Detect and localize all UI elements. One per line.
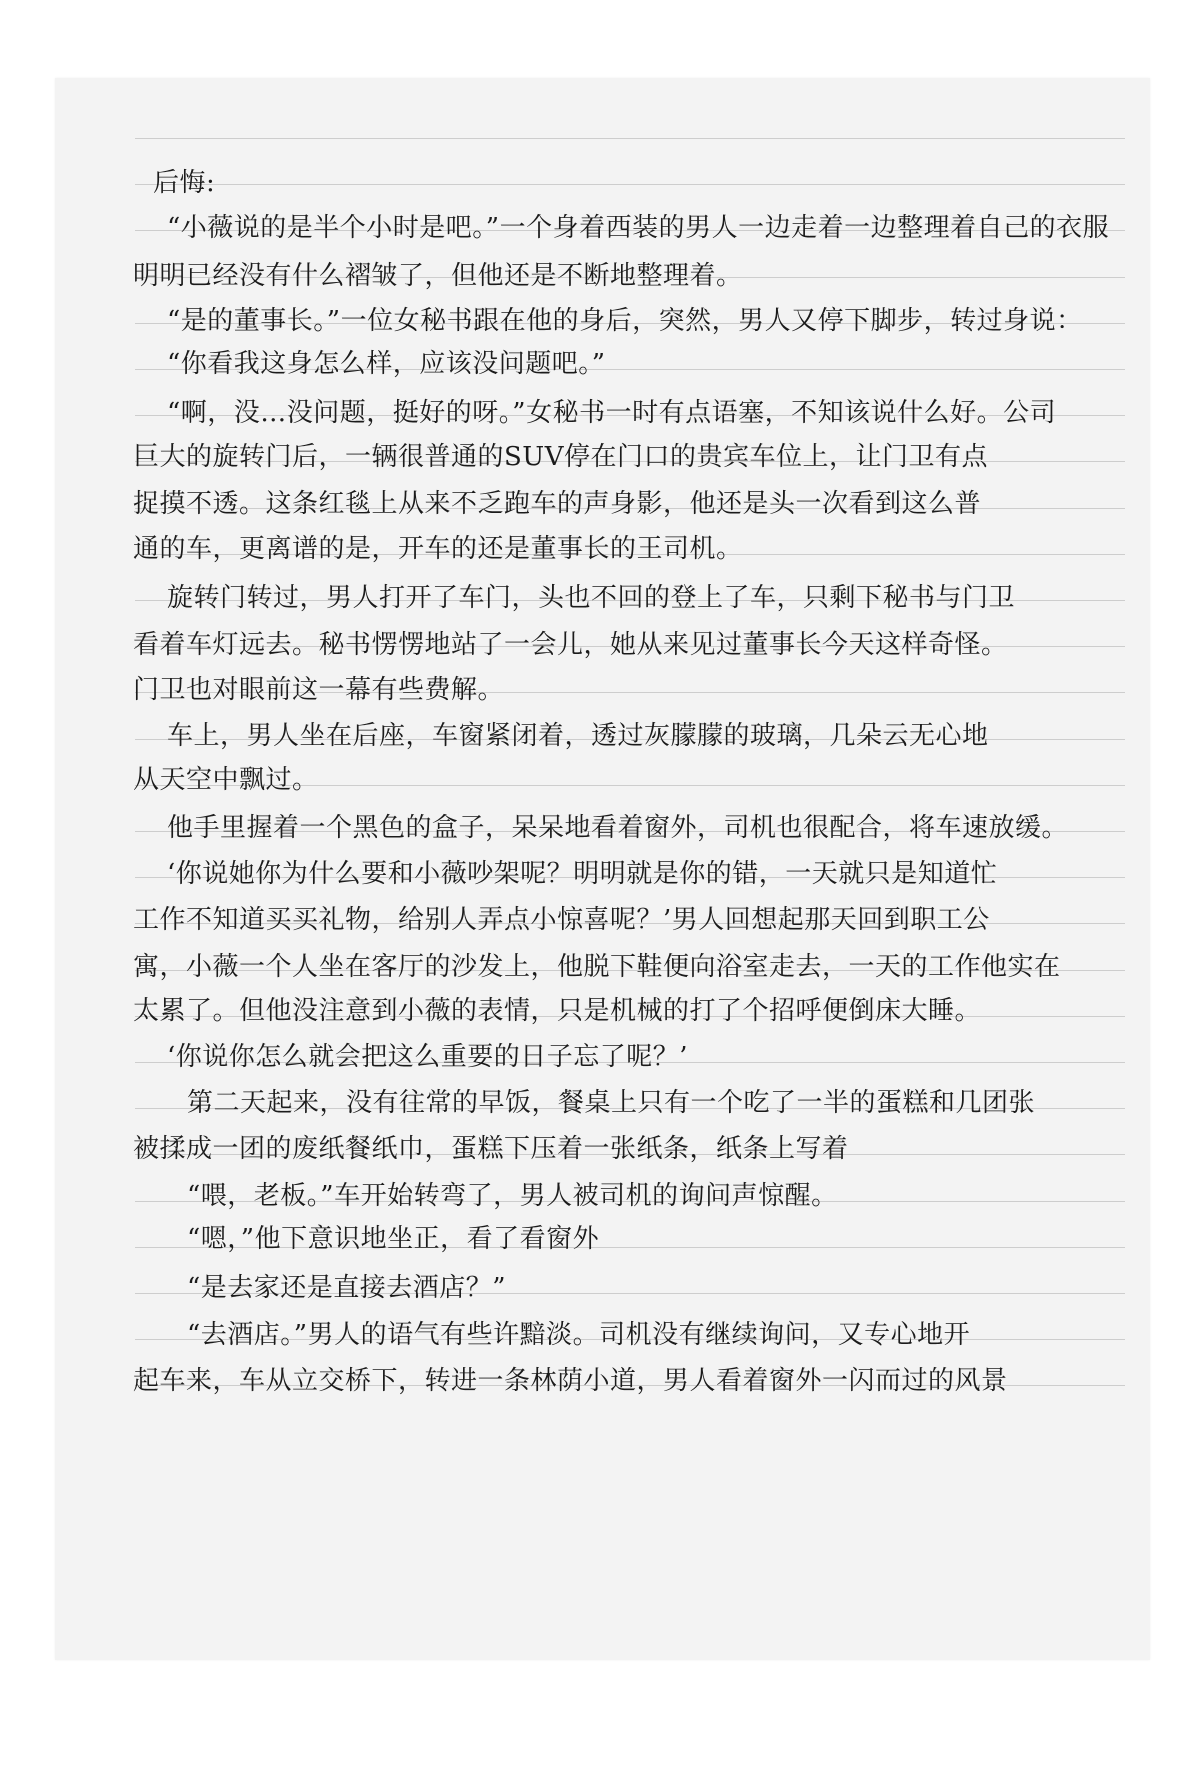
text-line: 门卫也对眼前这一幕有些费解。 — [133, 675, 505, 705]
text-line: ‘你说你怎么就会把这么重要的日子忘了呢？’ — [167, 1042, 689, 1072]
text-line: 他手里握着一个黑色的盒子，呆呆地看着窗外，司机也很配合，将车速放缓。 — [167, 813, 1069, 843]
text-line: 第二天起来，没有往常的早饭，餐桌上只有一个吃了一半的蛋糕和几团张 — [187, 1088, 1036, 1118]
text-line: “啊，没…没问题，挺好的呀。”女秘书一时有点语塞，不知该说什么好。公司 — [167, 398, 1057, 428]
text-line: 寓，小薇一个人坐在客厅的沙发上，他脱下鞋便向浴室走去，一天的工作他实在 — [133, 952, 1061, 982]
ruled-line — [135, 138, 1125, 139]
text-line: 巨大的旋转门后，一辆很普通的SUV停在门口的贵宾车位上，让门卫有点 — [133, 442, 989, 472]
text-line: ‘你说她你为什么要和小薇吵架呢？明明就是你的错，一天就只是知道忙 — [167, 859, 998, 889]
text-line: 从天空中飘过。 — [133, 765, 319, 795]
text-line: 太累了。但他没注意到小薇的表情，只是机械的打了个招呼便倒床大睡。 — [133, 996, 982, 1026]
text-line: “是去家还是直接去酒店？” — [187, 1273, 507, 1303]
text-line: “去酒店。”男人的语气有些许黯淡。司机没有继续询问，又专心地开 — [187, 1320, 971, 1350]
text-line: 看着车灯远去。秘书愣愣地站了一会儿，她从来见过董事长今天这样奇怪。 — [133, 630, 1008, 660]
text-line: 起车来，车从立交桥下，转进一条林荫小道，男人看着窗外一闪而过的风景 — [133, 1366, 1008, 1396]
text-line: 通的车，更离谱的是，开车的还是董事长的王司机。 — [133, 534, 743, 564]
text-line: “是的董事长。”一位女秘书跟在他的身后，突然，男人又停下脚步，转过身说： — [167, 306, 1083, 336]
text-line: 旋转门转过，男人打开了车门，头也不回的登上了车，只剩下秘书与门卫 — [167, 583, 1016, 613]
essay-title: 后悔: — [153, 168, 216, 198]
text-line: 车上，男人坐在后座，车窗紧闭着，透过灰朦朦的玻璃，几朵云无心地 — [167, 721, 989, 751]
text-line: 被揉成一团的废纸餐纸巾，蛋糕下压着一张纸条，纸条上写着 — [133, 1134, 849, 1164]
text-line: “你看我这身怎么样，应该没问题吧。” — [167, 349, 606, 379]
text-line: “嗯，”他下意识地坐正，看了看窗外 — [187, 1224, 600, 1254]
text-line: “小薇说的是半个小时是吧。”一个身着西装的男人一边走着一边整理着自己的衣服 — [167, 213, 1110, 243]
text-line: 捉摸不透。这条红毯上从来不乏跑车的声身影，他还是头一次看到这么普 — [133, 489, 982, 519]
text-line: 明明已经没有什么褶皱了，但他还是不断地整理着。 — [133, 261, 743, 291]
notebook-page — [55, 78, 1150, 1660]
text-line: 工作不知道买买礼物，给别人弄点小惊喜呢？’男人回想起那天回到职工公 — [133, 905, 990, 935]
text-line: “喂，老板。”车开始转弯了，男人被司机的询问声惊醒。 — [187, 1181, 838, 1211]
